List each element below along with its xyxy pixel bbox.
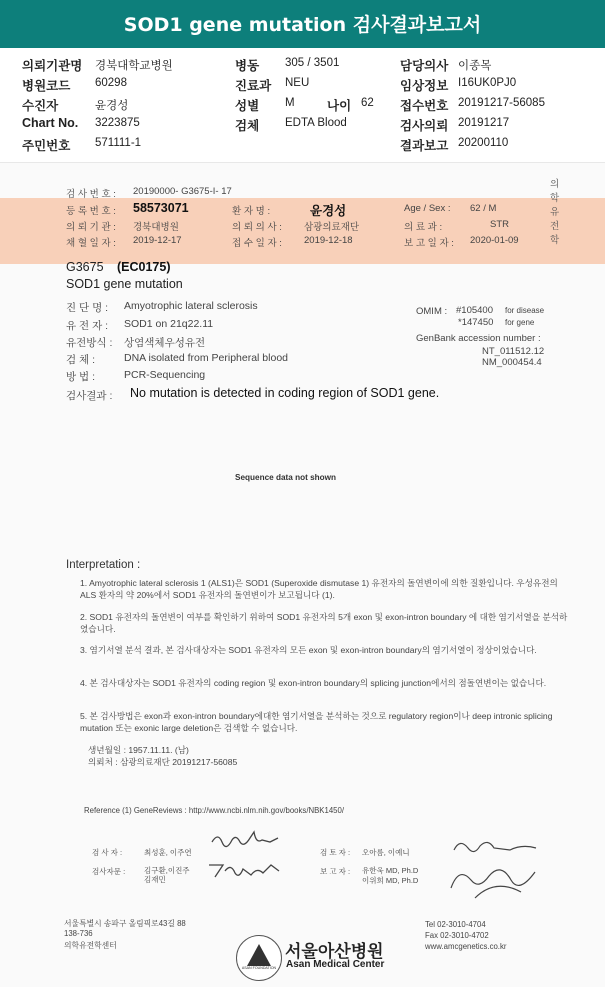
field-method-value: PCR-Sequencing (124, 369, 206, 381)
value-ward: 305 / 3501 (285, 57, 340, 69)
value-requesting-hospital: 경북대학교병원 (95, 60, 173, 72)
field-diagnosis-value: Amyotrophic lateral sclerosis (124, 300, 258, 312)
label-requesting-hospital: 의뢰기관명 (22, 59, 83, 73)
value-resident-no: 571111-1 (95, 137, 142, 149)
summary-block (0, 52, 605, 158)
test-code: G3675 (66, 260, 104, 274)
signature-examiner (210, 828, 280, 854)
label-ward: 병동 (235, 59, 260, 73)
test-code-ec: (EC0175) (117, 260, 171, 274)
label-clinical-info: 임상정보 (400, 79, 449, 93)
value-chart-no: 3223875 (95, 117, 140, 129)
interpretation-item-5: 5. 본 검사방법은 exon과 exon-intron boundary에대한 염기서열을 분석하는 것으로 regulatory region이나 deep intronic splicing mutation 또는 exonic large deletion은 검색할 수 없습니다. (80, 711, 553, 733)
birth-date: 생년월일 : 1957.11.11. (남) (88, 745, 189, 755)
value-clinical-info: I16UK0PJ0 (458, 77, 517, 89)
hospital-name-ko: 서울아산병원 (285, 942, 384, 961)
fax: Fax 02-3010-4702 (425, 931, 489, 940)
label-department: 진료과 (235, 79, 272, 93)
patient-name-label: 환 자 명 : (232, 206, 271, 217)
omim-label: OMIM : (416, 306, 448, 317)
staff-reviewer-label: 검 토 자 : (320, 848, 351, 857)
tel: Tel 02-3010-4704 (425, 920, 486, 929)
label-test-request: 검사의뢰 (400, 119, 449, 133)
test-number-value: 20190000- G3675-I- 17 (133, 186, 232, 197)
signature-reviewer (450, 836, 540, 860)
interpretation-title: Interpretation : (66, 559, 141, 571)
label-result-report: 결과보고 (400, 139, 449, 153)
staff-reviewer-value: 오아름, 이예니 (362, 848, 410, 857)
receipt-date-label: 접 수 일 자 : (232, 238, 282, 249)
omim-disease-note: for disease (505, 306, 545, 315)
interpretation-item-1: 1. Amyotrophic lateral sclerosis 1 (ALS1)은 SOD1 (Superoxide dismutase 1) 유전자의 돌연변이에 의한 질환입니다. 우성유전의 ALS 환자의 약 20%에서 SOD1 유전자의 돌연변이가 보고됩니다 (1). (80, 578, 558, 600)
sequence-note: Sequence data not shown (235, 473, 336, 482)
value-sex: M (285, 97, 295, 109)
label-age: 나이 (327, 99, 352, 113)
test-name: SOD1 gene mutation (66, 277, 183, 291)
report-date-value: 2020-01-09 (470, 235, 519, 246)
address-line-3: 의학유전학센터 (64, 941, 117, 950)
field-inheritance-label: 유전방식 : (66, 337, 113, 349)
test-number-label: 검 사 번 호 : (66, 189, 116, 200)
staff-reporter-label: 보 고 자 : (320, 867, 351, 876)
reg-number-label: 등 록 번 호 : (66, 206, 116, 217)
req-doctor-value: 삼광의료재단 (304, 222, 360, 233)
value-test-request: 20191217 (458, 117, 510, 129)
hospital-logo-icon (236, 935, 282, 981)
value-age: 62 (361, 97, 374, 109)
address-line-1: 서울특별시 송파구 올림픽로43길 88 (64, 919, 186, 928)
website: www.amcgenetics.co.kr (425, 942, 507, 951)
label-patient: 수진자 (22, 99, 59, 113)
interpretation-item-4: 4. 본 검사대상자는 SOD1 유전자의 coding region 및 exon-intron boundary의 splicing junction에서의 점돌연변이는 없습니다. (80, 678, 547, 688)
value-receipt-no: 20191217-56085 (458, 97, 545, 109)
field-gene-value: SOD1 on 21q22.11 (124, 318, 214, 330)
receipt-date-value: 2019-12-18 (304, 235, 353, 246)
field-diagnosis-label: 진 단 명 : (66, 302, 109, 314)
staff-advisor-value: 김구환,이진주 김재민 (144, 866, 190, 884)
value-hospital-code: 60298 (95, 77, 127, 89)
label-resident-no: 주민번호 (22, 139, 71, 153)
reg-number-value: 58573071 (133, 201, 189, 215)
label-specimen: 검체 (235, 119, 260, 133)
omim-disease: #105400 (456, 305, 493, 316)
report-title: SOD1 gene mutation 검사결과보고서 (0, 0, 605, 48)
interpretation-item-3: 3. 염기서열 분석 결과, 본 검사대상자는 SOD1 유전자의 모든 exon 및 exon-intron boundary의 염기서열이 정상이었습니다. (80, 645, 537, 655)
field-specimen-value: DNA isolated from Peripheral blood (124, 352, 289, 364)
genbank-label: GenBank accession number : (416, 333, 541, 344)
value-specimen: EDTA Blood (285, 117, 347, 129)
field-gene-label: 유 전 자 : (66, 320, 109, 332)
value-patient: 윤경성 (95, 100, 129, 112)
omim-gene-note: for gene (505, 318, 535, 327)
value-department: NEU (285, 77, 310, 89)
staff-advisor-label: 검사자문 : (92, 867, 126, 876)
age-sex-value: 62 / M (470, 203, 497, 214)
label-sex: 성별 (235, 99, 260, 113)
signature-reporter (445, 858, 545, 904)
genbank-1: NT_011512.12 (482, 346, 545, 357)
req-institution-label: 의 뢰 기 관 : (66, 222, 116, 233)
label-chart-no: Chart No. (22, 116, 79, 130)
field-method-label: 방 법 : (66, 371, 96, 383)
staff-reporter-value: 유한욱 MD, Ph.D 이위희 MD, Ph.D (362, 866, 419, 885)
field-specimen-label: 검 체 : (66, 354, 96, 366)
label-hospital-code: 병원코드 (22, 79, 71, 93)
med-dept-label: 의 료 과 : (404, 222, 443, 233)
collection-date-value: 2019-12-17 (133, 235, 182, 246)
label-receipt-no: 접수번호 (400, 99, 449, 113)
side-label: 의학유전학 (550, 179, 560, 246)
reference: Reference (1) GeneReviews : http://www.ncbi.nlm.nih.gov/books/NBK1450/ (84, 806, 345, 815)
omim-gene: *147450 (458, 317, 494, 328)
result-text: No mutation is detected in coding region of SOD1 gene. (130, 386, 440, 400)
signature-advisor (205, 857, 285, 883)
value-doctor: 이종목 (458, 60, 492, 72)
req-institution-value: 경북대병원 (133, 222, 179, 233)
collection-date-label: 채 혈 일 자 : (66, 238, 116, 249)
field-inheritance-value: 상염색체우성유전 (124, 337, 206, 349)
logo-text: ASAN FOUNDATION (241, 966, 277, 970)
requester-info: 의뢰처 : 삼광의료재단 20191217-56085 (88, 757, 238, 767)
interpretation-item-2: 2. SOD1 유전자의 돌연변이 여부를 확인하기 위하여 SOD1 유전자의 5개 exon 및 exon-intron boundary 에 대한 염기서열을 분석하였습니다. (80, 612, 568, 634)
genbank-2: NM_000454.4 (482, 357, 542, 368)
staff-examiner-label: 검 사 자 : (92, 848, 123, 857)
address-line-2: 138-736 (64, 929, 93, 938)
value-result-report: 20200110 (458, 137, 509, 149)
med-dept-value: STR (490, 219, 509, 230)
req-doctor-label: 의 뢰 의 사 : (232, 222, 282, 233)
hospital-name-en: Asan Medical Center (286, 959, 385, 970)
label-doctor: 담당의사 (400, 59, 449, 73)
staff-examiner-value: 최성훈, 이주연 (144, 848, 192, 857)
report-date-label: 보 고 일 자 : (404, 238, 454, 249)
patient-name-value: 윤경성 (310, 204, 347, 218)
result-label: 검사결과 : (66, 390, 113, 402)
age-sex-label: Age / Sex : (404, 203, 451, 214)
